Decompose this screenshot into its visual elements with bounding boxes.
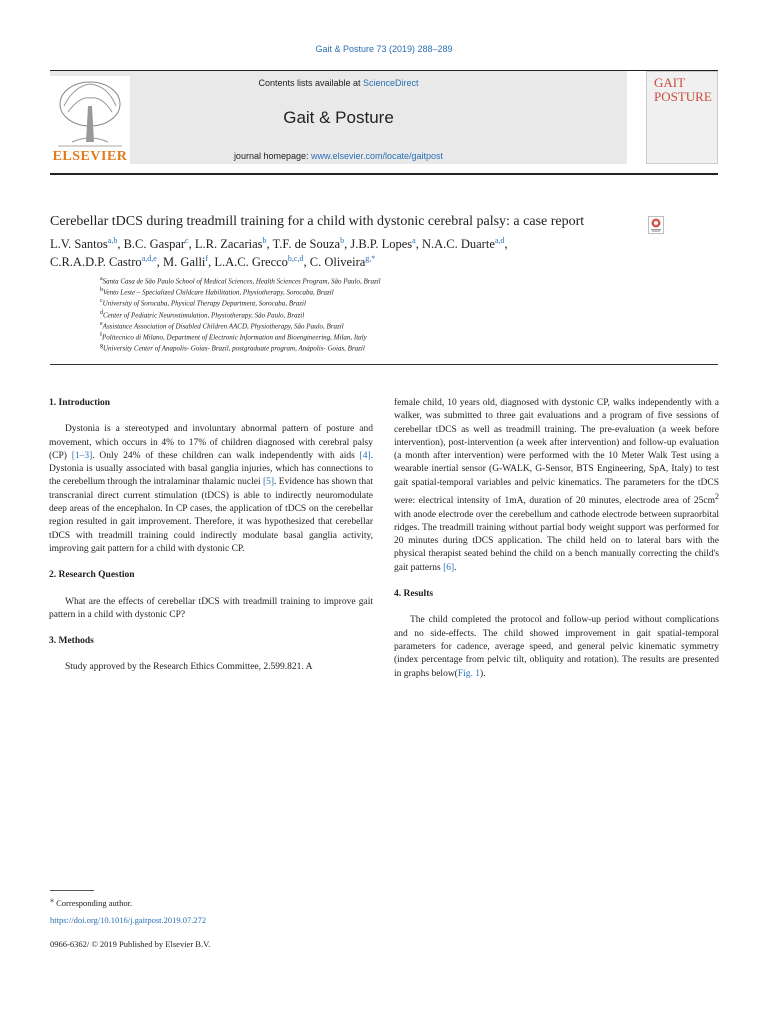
affiliation-item bbox=[100, 298, 381, 309]
right-column bbox=[394, 397, 719, 681]
section-rule bbox=[50, 364, 718, 365]
introduction-paragraph bbox=[49, 423, 373, 556]
author-affiliation-marker[interactable]: c bbox=[185, 236, 189, 245]
copyright-line: 0966-6362/ © 2019 Published by Elsevier B.V. bbox=[50, 939, 211, 949]
author[interactable] bbox=[50, 255, 157, 269]
results-text: The child completed the protocol and follow-up period without complications and no side-effects. The child showed improvement in gait spatial-temporal parameters for cadence, average speed, and general pelvic kinematic symmetry (index percentage from pelvic tilt, obliquity and rotation). The results are presented in graphs below( bbox=[394, 615, 719, 679]
affiliation-item bbox=[100, 321, 381, 332]
affiliation-text: Assistance Association of Disabled Children AACD, Physiotherapy, São Paulo, Brazil bbox=[102, 322, 344, 331]
contents-prefix: Contents lists available at bbox=[258, 78, 364, 88]
corresponding-text: Corresponding author. bbox=[56, 897, 133, 908]
intro-text-3: . Dystonia is usually associated with basal ganglia injuries, which has connections to the cerebellum through the intralaminar thalamic nuclei bbox=[49, 450, 373, 488]
homepage-line bbox=[50, 151, 627, 161]
author-affiliation-marker[interactable]: a bbox=[412, 236, 416, 245]
author-name: L.V. Santos bbox=[50, 237, 108, 252]
citation-link[interactable]: [5] bbox=[262, 477, 275, 488]
results-paragraph bbox=[394, 614, 719, 680]
affiliation-marker: b bbox=[100, 287, 103, 294]
author-name: J.B.P. Lopes bbox=[350, 237, 413, 252]
methods-text-2: with anode electrode over the cerebellum and cathode electrode between supraorbital ridges. The treadmill training without partial body weight support was performed for 20 minutes during tDCS application. The child held on to lateral bars with the physical therapist seated behind the child on a bench manually correcting the child's gait patterns bbox=[394, 509, 719, 573]
cover-line-2: POSTURE bbox=[654, 89, 712, 104]
affiliation-marker: a bbox=[100, 276, 103, 282]
author-name: M. Galli bbox=[163, 255, 206, 270]
affiliation-item bbox=[100, 276, 381, 287]
author-affiliation-marker[interactable]: b bbox=[262, 236, 267, 245]
section-heading-results: 4. Results bbox=[394, 589, 434, 600]
affiliation-text: Politecnico di Milano, Department of Electronic Information and Bioengineering, Milan, Italy bbox=[102, 333, 367, 342]
corresponding-author-note bbox=[50, 895, 132, 908]
intro-text-1: Dystonia is a stereotyped and involuntary abnormal pattern of posture and movement, which occurs in 4% to 17% of children diagnosed with cerebral palsy (CP) bbox=[49, 424, 373, 461]
citation-link[interactable]: [4] bbox=[359, 450, 371, 461]
doi-link[interactable]: https://doi.org/10.1016/j.gaitpost.2019.07.272 bbox=[50, 915, 207, 925]
journal-cover-title bbox=[654, 76, 716, 104]
author-list-line-2: C.R.A.D.P. Castro$^{a,d,e}$, M. Galli$^f$, L.A.C. Grecco$^{b,c,d}$, C. Oliveira$^{g,*}$ bbox=[50, 254, 376, 270]
methods-paragraph-start: Study approved by the Research Ethics Committee, 2.599.821. A bbox=[65, 662, 313, 673]
affiliation-text: Santa Casa de São Paulo School of Medical Sciences, Health Sciences Program, São Paulo, Brazil bbox=[102, 277, 381, 286]
methods-text-1: female child, 10 years old, diagnosed with dystonic CP, walks independently with a walker, was submitted to three gait evaluations and a program of five sessions of cerebellar tDCS as well as treadmill training. The pre-evaluation (a week before intervention), post-intervention (a week after intervention) and follow-up evaluation (a month after intervention) were performed with the 10 Meter Walk Test using a wearable inertial sensor (G-WALK, G-Sensor, BTS Engineering, SpA, Italy) to test gait spatial-temporal variables and pelvic kinematics. The parameters for the tDCS were: electrical intensity of 1mA, duration of 20 minutes, electrode area of 25cm bbox=[394, 398, 719, 507]
contents-line bbox=[50, 78, 627, 88]
author-name: C. Oliveira bbox=[309, 255, 366, 270]
author[interactable] bbox=[214, 255, 303, 269]
affiliation-marker: e bbox=[100, 320, 103, 327]
affiliation-list bbox=[50, 276, 381, 354]
section-heading-methods: 3. Methods bbox=[49, 636, 94, 647]
citation-link[interactable]: [6] bbox=[443, 562, 455, 573]
author-affiliation-marker[interactable]: g,* bbox=[365, 254, 376, 263]
methods-text-end: . bbox=[454, 562, 457, 573]
author[interactable] bbox=[422, 237, 504, 251]
affiliation-marker: f bbox=[100, 331, 102, 338]
affiliation-text: Vento Leste – Specialized Childcare Habilitation, Physiotherapy, Sorocaba, Brazil bbox=[103, 288, 334, 297]
author-affiliation-marker[interactable]: f bbox=[205, 254, 209, 263]
author-list-line-1: L.V. Santos$^{a,b}$, B.C. Gaspar$^c$, L.R. Zacarias$^b$, T.F. de Souza$^b$, J.B.P. Lopes$^a$, N.A.C. Duarte$^{a,d}$, bbox=[50, 236, 508, 252]
author-name: L.R. Zacarias bbox=[194, 237, 263, 252]
affiliation-item bbox=[100, 310, 381, 321]
section-heading-introduction: 1. Introduction bbox=[49, 398, 111, 408]
affiliation-marker: d bbox=[100, 309, 103, 316]
intro-text-4: . Evidence has shown that transcranial direct current stimulation (tDCS) is able to indirectly neuromodulate deep areas of the encephalon. In CP cases, the application of tDCS on the cerebellar region resulted in gait improvement. Therefore, it was hypothesized that cerebellar tDCS with treadmill training could indirectly modulate basal ganglia activity, improving gait pattern for a child with dystonic CP. bbox=[49, 477, 373, 554]
author-affiliation-marker[interactable]: a,b bbox=[107, 236, 118, 245]
header-bottom-rule bbox=[50, 173, 718, 175]
affiliation-text: University Center of Anapolis- Goias- Brazil, postgraduate program, Anápolis- Goias, Brazil bbox=[103, 344, 365, 353]
footnote-mark: ⁎ bbox=[50, 895, 54, 904]
author[interactable] bbox=[163, 255, 208, 269]
affiliation-text: University of Sorocaba, Physical Therapy Department, Sorocaba, Brazil bbox=[102, 299, 306, 308]
methods-paragraph-continued bbox=[394, 397, 719, 575]
journal-reference[interactable]: Gait & Posture 73 (2019) 288–289 bbox=[315, 44, 453, 54]
author[interactable] bbox=[350, 237, 415, 251]
results-text-end: ). bbox=[480, 668, 486, 679]
affiliation-marker: c bbox=[100, 298, 103, 305]
author-affiliation-marker[interactable]: a,d bbox=[494, 236, 505, 245]
author[interactable] bbox=[195, 237, 267, 251]
affiliation-item bbox=[100, 332, 381, 343]
affiliation-text: Center of Pediatric Neurostimulation, Physiotherapy, São Paulo, Brazil bbox=[103, 310, 305, 319]
superscript: 2 bbox=[715, 492, 719, 502]
left-column bbox=[49, 397, 373, 675]
author-name: L.A.C. Grecco bbox=[214, 255, 288, 270]
journal-title: Gait & Posture bbox=[283, 108, 394, 127]
intro-text-2: . Only 24% of these children can walk independently with aids bbox=[92, 450, 360, 461]
check-for-updates-icon[interactable] bbox=[648, 216, 664, 234]
author-affiliation-marker[interactable]: b bbox=[340, 236, 345, 245]
author-name: C.R.A.D.P. Castro bbox=[50, 255, 142, 270]
affiliation-item bbox=[100, 287, 381, 298]
author[interactable] bbox=[124, 237, 189, 251]
affiliation-item bbox=[100, 343, 381, 354]
research-question-paragraph: What are the effects of cerebellar tDCS with treadmill training to improve gait pattern in a child with dystonic CP? bbox=[49, 596, 373, 620]
homepage-prefix: journal homepage: bbox=[233, 151, 311, 161]
author[interactable] bbox=[50, 237, 117, 251]
article-title: Cerebellar tDCS during treadmill training for a child with dystonic cerebral palsy: a case report bbox=[50, 214, 585, 229]
cover-line-1: GAIT bbox=[654, 75, 686, 90]
author-name: B.C. Gaspar bbox=[123, 237, 186, 252]
footnote-rule bbox=[50, 890, 94, 891]
elsevier-wordmark: ELSEVIER bbox=[52, 149, 128, 164]
author[interactable] bbox=[273, 237, 345, 251]
affiliation-marker: g bbox=[100, 343, 103, 350]
citation-link[interactable]: [1–3] bbox=[71, 450, 93, 461]
author-name: N.A.C. Duarte bbox=[421, 237, 495, 252]
author-affiliation-marker[interactable]: b,c,d bbox=[287, 254, 304, 263]
author-affiliation-marker[interactable]: a,d,e bbox=[141, 254, 157, 263]
author-name: T.F. de Souza bbox=[272, 237, 341, 252]
author[interactable] bbox=[310, 255, 376, 269]
section-heading-research-question: 2. Research Question bbox=[49, 570, 135, 581]
sciencedirect-link[interactable]: ScienceDirect bbox=[363, 78, 419, 88]
figure-link[interactable]: Fig. 1 bbox=[457, 668, 481, 679]
homepage-link[interactable]: www.elsevier.com/locate/gaitpost bbox=[311, 151, 444, 161]
